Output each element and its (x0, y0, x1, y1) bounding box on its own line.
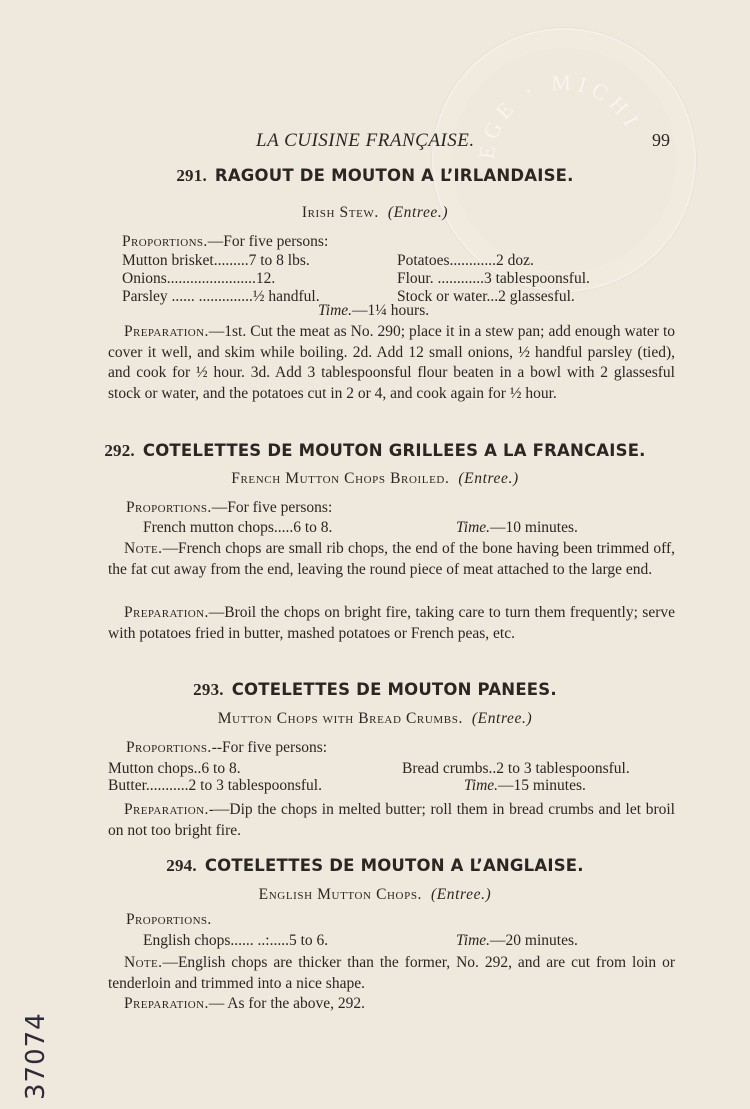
preparation-paragraph (108, 994, 675, 1015)
ingredient: French mutton chops.....6 to 8. (143, 519, 333, 536)
course-label: (Entree.) (387, 204, 449, 221)
recipe-294-subtitle (0, 886, 750, 904)
proportions-label: Proportions. (126, 499, 212, 516)
ingredient: English chops...... ..:.....5 to 6. (143, 932, 329, 949)
note-label: Note. (124, 540, 163, 557)
running-head: LA CUISINE FRANÇAISE. (256, 130, 475, 151)
recipe-title-text: COTELETTES DE MOUTON A L’ANGLAISE. (204, 856, 584, 875)
recipe-293-subtitle (0, 710, 750, 728)
page-number: 99 (652, 130, 670, 150)
preparation-label: Preparation. (124, 801, 209, 818)
course-label: (Entree.) (471, 710, 533, 727)
preparation-paragraph (108, 322, 675, 404)
ingredient-right: Potatoes............2 doz. (397, 252, 534, 269)
note-label: Note. (124, 954, 163, 971)
english-name: French Mutton Chops Broiled. (231, 470, 450, 487)
time-label: Time. (318, 302, 353, 319)
proportions-label: Proportions. (126, 739, 212, 756)
ingredient-right: Bread crumbs..2 to 3 tablespoonsful. (402, 760, 630, 777)
english-name: Irish Stew. (301, 204, 379, 221)
time-label: Time. (464, 777, 499, 794)
preparation-text: -—Dip the chops in melted butter; roll them in bread crumbs and let broil on not too bright fire. (108, 801, 675, 839)
recipe-291-title (0, 166, 750, 186)
preparation-text: —1st. Cut the meat as No. 290; place it in a stew pan; add enough water to cover it well, and skim while boiling. 2d. Add 12 small onions, ½ handful parsley (tied), and cook for ½ hour. 3d. Add 3 tablespoonsful flour beaten in a bowl with 2 glassesful stock or water, and the potatoes cut in 2 or 4, and cook again for ½ hour. (108, 323, 675, 402)
preparation-paragraph (108, 603, 675, 644)
proportions-text: —For five persons: (211, 499, 333, 516)
course-label: (Entree.) (430, 886, 492, 903)
ingredient-left: Mutton brisket.........7 to 8 lbs. (122, 252, 310, 269)
preparation-label: Preparation. (124, 323, 209, 340)
handwritten-catalog-number (8, 1012, 68, 1102)
time-line (456, 933, 578, 949)
proportions-line (126, 500, 332, 516)
recipe-title-text: COTELETTES DE MOUTON PANEES. (231, 680, 557, 699)
recipe-number: 294. (166, 856, 197, 875)
preparation-text: — As for the above, 292. (208, 995, 366, 1012)
time-label: Time. (456, 932, 491, 949)
svg-text:EGE · MICHI: EGE · MICHI (474, 70, 647, 161)
svg-text:37074: 37074 (21, 1012, 51, 1100)
preparation-paragraph (108, 800, 675, 841)
proportions-line (126, 740, 327, 756)
note-text: —English chops are thicker than the former, No. 292, and are cut from loin or tenderloin and trimmed into a nice shape. (108, 954, 675, 992)
time-line (456, 520, 578, 536)
proportions-text: —For five persons: (207, 233, 329, 250)
time-line (318, 303, 429, 319)
course-label: (Entree.) (458, 470, 519, 487)
proportions-label: Proportions. (122, 233, 208, 250)
ingredient-left: Mutton chops..6 to 8. (108, 760, 241, 777)
ingredient-left: Onions.......................12. (122, 270, 276, 287)
recipe-number: 291. (176, 166, 207, 185)
time-value: —20 minutes. (490, 932, 578, 949)
proportions-text: --For five persons: (211, 739, 328, 756)
proportions-label: Proportions. (126, 911, 212, 928)
ingredient-right: Flour. ............3 tablespoonsful. (397, 270, 590, 287)
proportions-line (122, 234, 328, 250)
time-value: —1¼ hours. (352, 302, 430, 319)
note-paragraph (108, 539, 675, 580)
time-line (464, 778, 586, 794)
recipe-292-title (0, 441, 750, 461)
note-text: —French chops are small rib chops, the end of the bone having been trimmed off, the fat cut away from the end, leaving the round piece of meat attached to the large end. (108, 540, 675, 578)
recipe-292-subtitle (0, 470, 750, 488)
ingredient-left: Butter...........2 to 3 tablespoonsful. (108, 777, 322, 794)
preparation-label: Preparation. (124, 604, 209, 621)
english-name: Mutton Chops with Bread Crumbs. (217, 710, 463, 727)
recipe-title-text: RAGOUT DE MOUTON A L’IRLANDAISE. (214, 166, 574, 185)
note-paragraph (108, 953, 675, 994)
preparation-text: —Broil the chops on bright fire, taking care to turn them frequently; serve with potatoes fried in butter, mashed potatoes or French peas, etc. (108, 604, 675, 642)
time-value: —15 minutes. (498, 777, 586, 794)
recipe-294-title (0, 856, 750, 876)
time-label: Time. (456, 519, 491, 536)
proportions-line (126, 912, 212, 928)
recipe-291-subtitle (0, 204, 750, 222)
recipe-number: 292. (104, 441, 135, 460)
recipe-title-text: COTELETTES DE MOUTON GRILLEES A LA FRANCAISE. (142, 441, 646, 460)
time-value: —10 minutes. (490, 519, 578, 536)
english-name: English Mutton Chops. (258, 886, 423, 903)
preparation-label: Preparation. (124, 995, 209, 1012)
recipe-number: 293. (193, 680, 224, 699)
ingredient-left: Parsley ...... ..............½ handful. (122, 288, 320, 305)
seal-lettering (474, 70, 654, 250)
ingredient-right: Stock or water...2 glassesful. (397, 288, 575, 305)
recipe-293-title (0, 680, 750, 700)
